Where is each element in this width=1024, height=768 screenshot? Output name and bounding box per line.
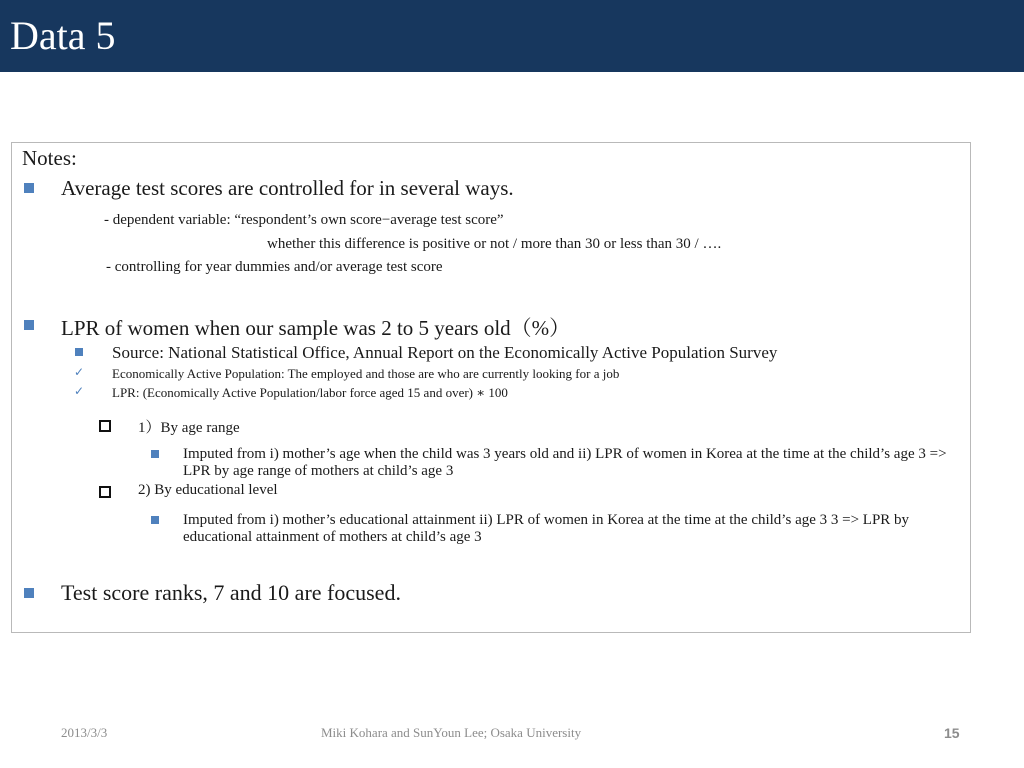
footer-date: 2013/3/3 bbox=[61, 725, 108, 740]
lpr-definition: LPR: (Economically Active Population/labor force aged 15 and over) ∗ 100 bbox=[112, 385, 508, 400]
controlling-note: - controlling for year dummies and/or average test score bbox=[106, 259, 443, 275]
source-note: Source: National Statistical Office, Annual Report on the Economically Active Population Survey bbox=[112, 343, 778, 362]
bullet-square-icon bbox=[151, 450, 159, 458]
bullet-square-icon bbox=[24, 588, 34, 598]
bullet-test-score-ranks: Test score ranks, 7 and 10 are focused. bbox=[61, 580, 401, 605]
bullet-square-icon bbox=[24, 183, 34, 193]
bullet-average-scores: Average test scores are controlled for in several ways. bbox=[61, 176, 514, 200]
bullet-lpr: LPR of women when our sample was 2 to 5 years old（%） bbox=[61, 316, 571, 340]
notes-heading: Notes: bbox=[22, 146, 77, 170]
dependent-variable-note: - dependent variable: “respondent’s own score−average test score” bbox=[104, 212, 504, 228]
checkmark-icon: ✓ bbox=[74, 365, 85, 379]
page-number: 15 bbox=[944, 725, 960, 741]
by-edu-detail: Imputed from i) mother’s educational attainment ii) LPR of women in Korea at the time at the child’s age 3 3 => LPR by educational attainment of mothers at child’s age 3 bbox=[183, 512, 910, 545]
bullet-square-icon bbox=[151, 516, 159, 524]
by-educational-level: 2) By educational level bbox=[138, 482, 278, 498]
page-title: Data 5 bbox=[10, 13, 116, 58]
by-age-range: 1）By age range bbox=[138, 420, 240, 436]
hollow-square-icon bbox=[99, 420, 111, 432]
difference-note: whether this difference is positive or not / more than 30 or less than 30 / …. bbox=[267, 236, 722, 252]
by-age-detail: Imputed from i) mother’s age when the child was 3 years old and ii) LPR of women in Korea at the time at the child’s age 3 => LPR by age range of mothers at child’s age 3 bbox=[183, 446, 947, 479]
checkmark-icon: ✓ bbox=[74, 384, 85, 398]
hollow-square-icon bbox=[99, 486, 111, 498]
title-bar bbox=[0, 0, 1024, 72]
footer-authors: Miki Kohara and SunYoun Lee; Osaka University bbox=[321, 725, 582, 740]
eap-definition: Economically Active Population: The employed and those are who are currently looking for a job bbox=[112, 366, 620, 381]
bullet-square-icon bbox=[24, 320, 34, 330]
bullet-square-icon bbox=[75, 348, 83, 356]
